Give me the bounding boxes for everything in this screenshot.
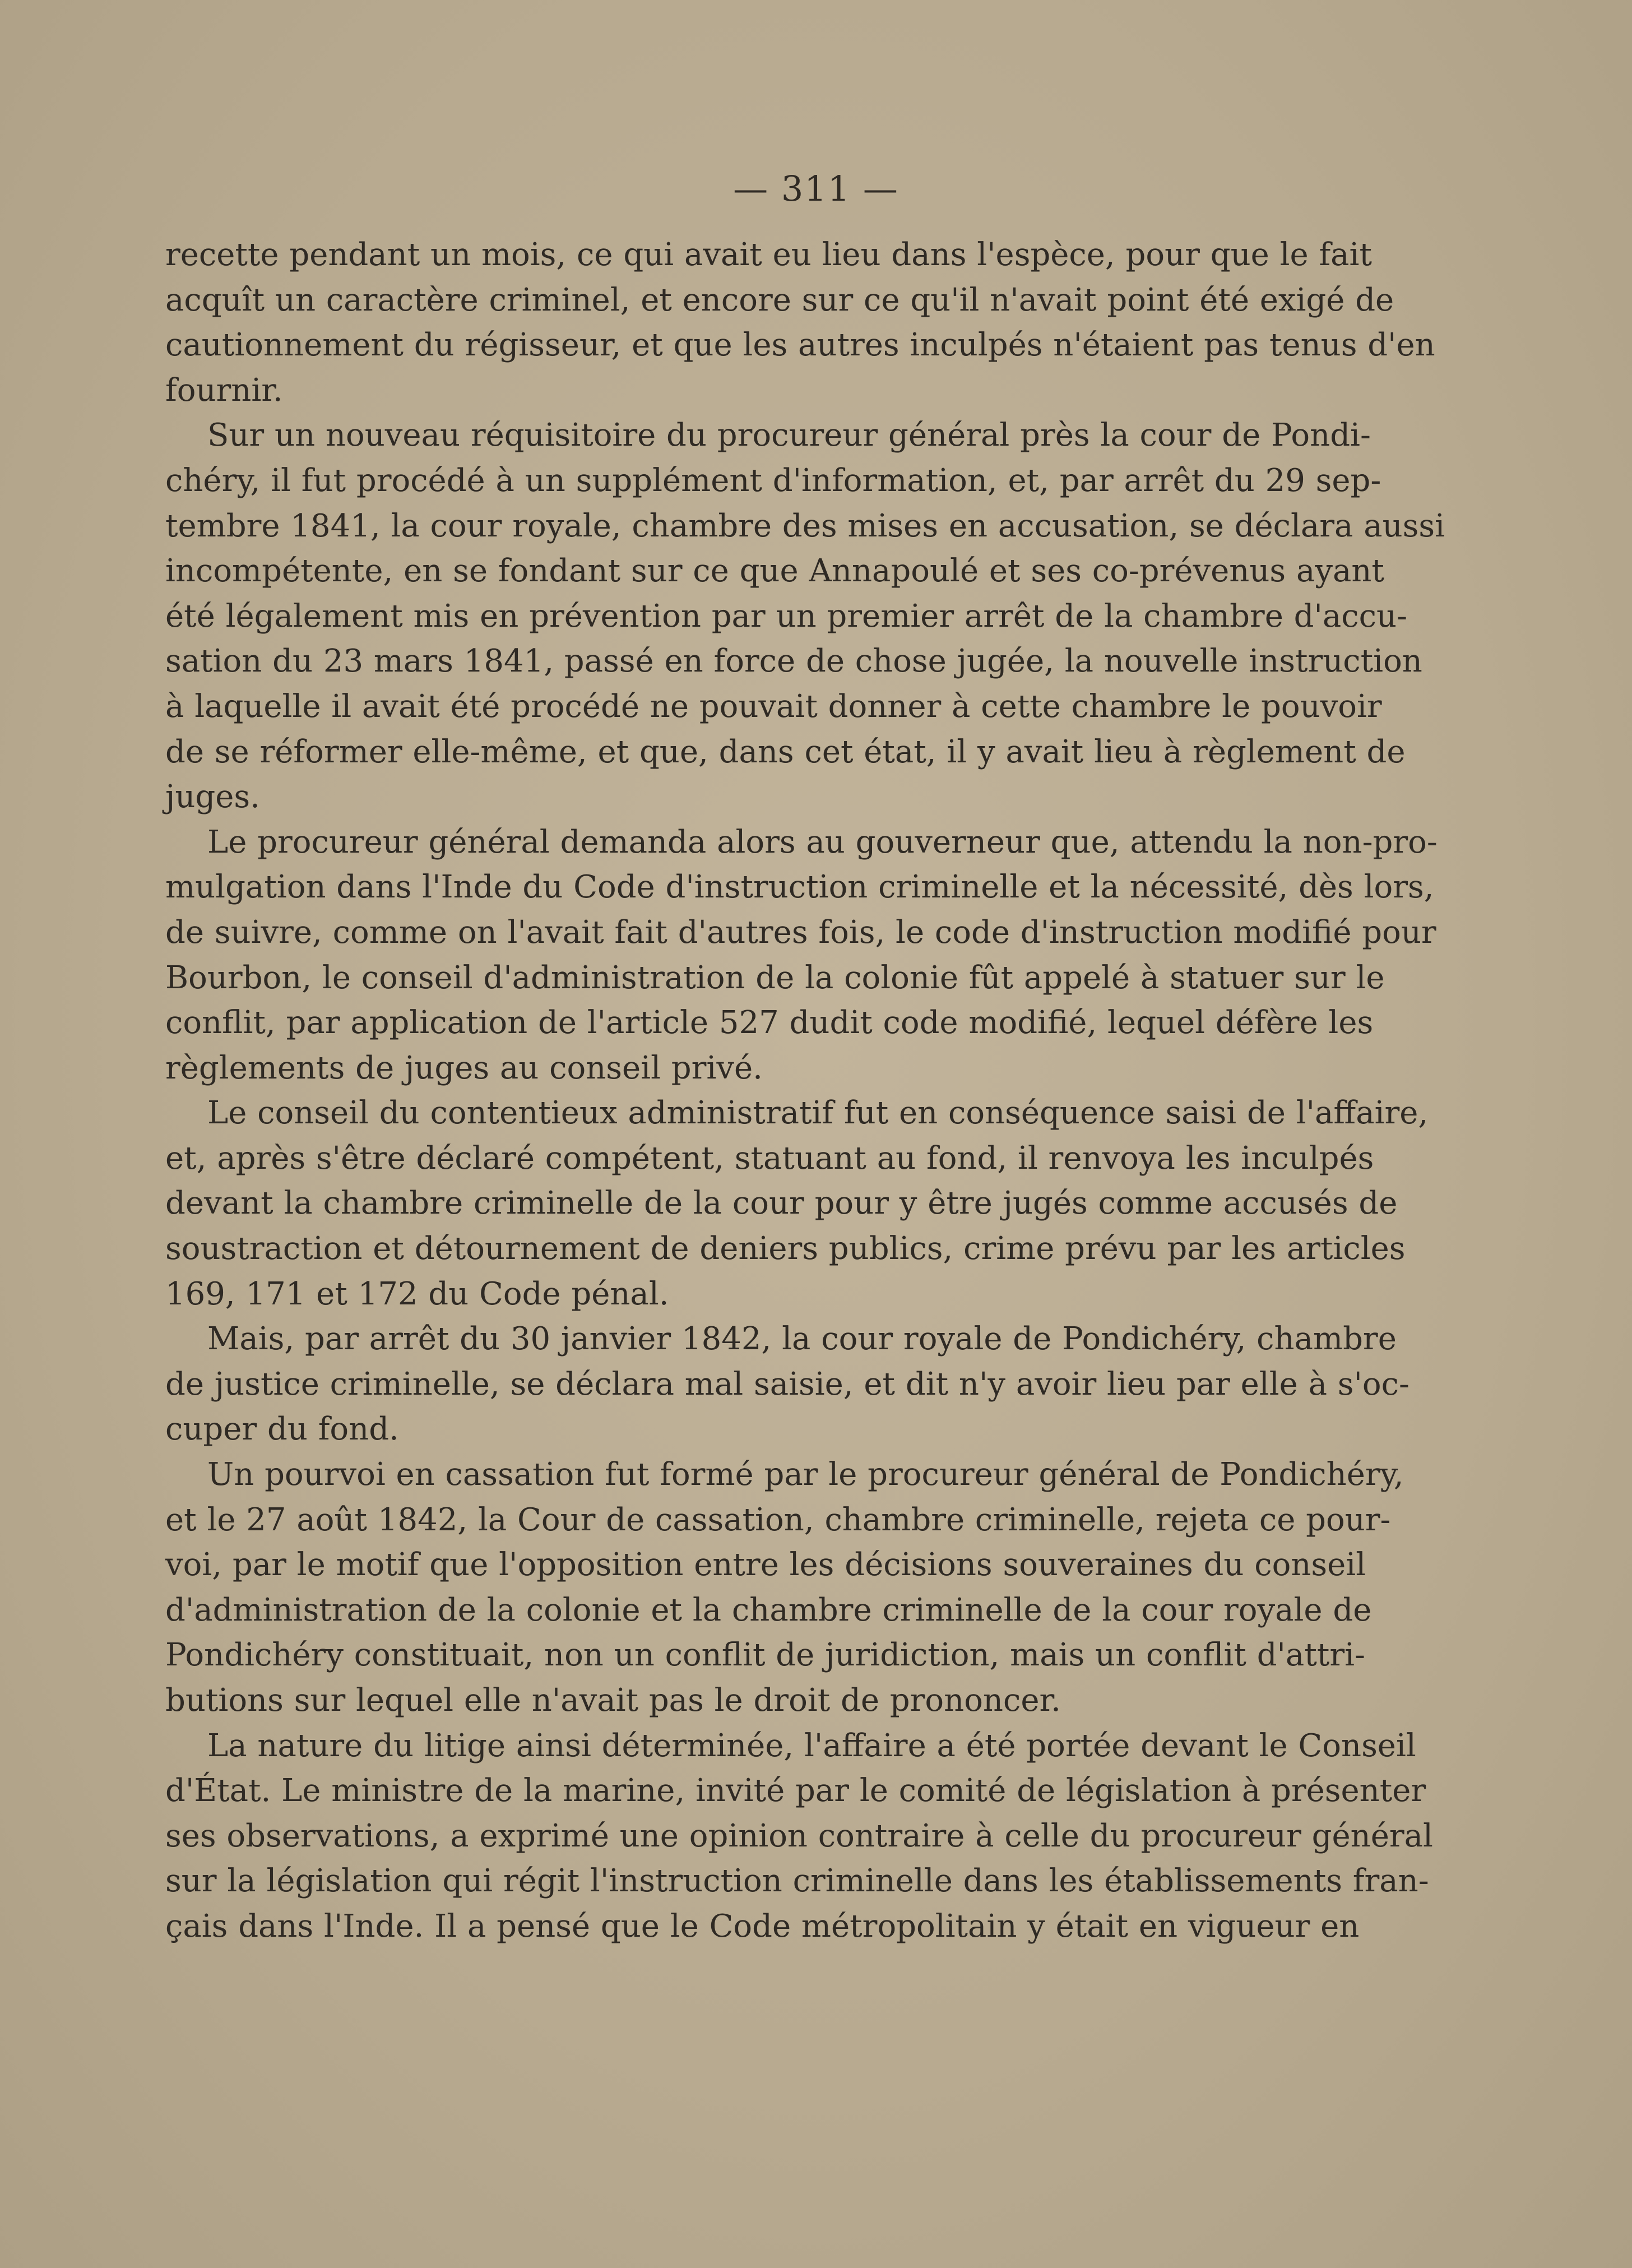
text-line: de justice criminelle, se déclara mal saisie, et dit n'y avoir lieu par elle à s'oc-	[165, 1366, 1410, 1403]
body-text	[165, 233, 1445, 1950]
text-line: règlements de juges au conseil privé.	[165, 1049, 763, 1086]
text-line: La nature du litige ainsi déterminée, l'affaire a été portée devant le Conseil	[207, 1727, 1416, 1764]
text-line: et, après s'être déclaré compétent, statuant au fond, il renvoya les inculpés	[165, 1140, 1374, 1177]
text-line: Un pourvoi en cassation fut formé par le procureur général de Pondichéry,	[207, 1456, 1404, 1493]
text-line: recette pendant un mois, ce qui avait eu lieu dans l'espèce, pour que le fait	[165, 237, 1372, 273]
text-line: devant la chambre criminelle de la cour pour y être jugés comme accusés de	[165, 1185, 1398, 1222]
text-line: Le conseil du contentieux administratif fut en conséquence saisi de l'affaire,	[207, 1095, 1429, 1132]
text-line: incompétente, en se fondant sur ce que Annapoulé et ses co-prévenus ayant	[165, 553, 1384, 590]
text-line: à laquelle il avait été procédé ne pouvait donner à cette chambre le pouvoir	[165, 688, 1382, 725]
text-line: soustraction et détournement de deniers publics, crime prévu par les articles	[165, 1230, 1406, 1267]
text-line: mulgation dans l'Inde du Code d'instruction criminelle et la nécessité, dès lors,	[165, 869, 1434, 906]
text-line: acquît un caractère criminel, et encore sur ce qu'il n'avait point été exigé de	[165, 281, 1394, 318]
page-number: — 311 —	[733, 168, 899, 209]
text-line: Sur un nouveau réquisitoire du procureur général près la cour de Pondi-	[207, 417, 1371, 454]
text-line: été légalement mis en prévention par un premier arrêt de la chambre d'accu-	[165, 598, 1407, 635]
text-line: cautionnement du régisseur, et que les autres inculpés n'étaient pas tenus d'en	[165, 327, 1435, 364]
text-line: fournir.	[165, 372, 283, 409]
text-line: conflit, par application de l'article 527 dudit code modifié, lequel défère les	[165, 1005, 1374, 1042]
text-line: d'État. Le ministre de la marine, invité par le comité de législation à présenter	[165, 1772, 1426, 1809]
text-line: chéry, il fut procédé à un supplément d'information, et, par arrêt du 29 sep-	[165, 462, 1381, 499]
text-line: d'administration de la colonie et la chambre criminelle de la cour royale de	[165, 1591, 1372, 1628]
text-line: voi, par le motif que l'opposition entre les décisions souveraines du conseil	[165, 1547, 1366, 1584]
text-line: de suivre, comme on l'avait fait d'autres fois, le code d'instruction modifié pour	[165, 914, 1436, 951]
text-line: Bourbon, le conseil d'administration de la colonie fût appelé à statuer sur le	[165, 959, 1385, 996]
text-line: Le procureur général demanda alors au gouverneur que, attendu la non-pro-	[207, 823, 1438, 860]
text-line: juges.	[165, 779, 260, 816]
text-line: Mais, par arrêt du 30 janvier 1842, la cour royale de Pondichéry, chambre	[207, 1321, 1397, 1358]
text-line: Pondichéry constituait, non un conflit de juridiction, mais un conflit d'attri-	[165, 1637, 1365, 1674]
text-line: butions sur lequel elle n'avait pas le droit de prononcer.	[165, 1682, 1061, 1719]
text-line: çais dans l'Inde. Il a pensé que le Code métropolitain y était en vigueur en	[165, 1908, 1360, 1945]
text-line: ses observations, a exprimé une opinion contraire à celle du procureur général	[165, 1817, 1433, 1854]
text-line: cuper du fond.	[165, 1411, 399, 1448]
text-line: et le 27 août 1842, la Cour de cassation, chambre criminelle, rejeta ce pour-	[165, 1501, 1391, 1538]
text-line: sation du 23 mars 1841, passé en force de chose jugée, la nouvelle instruction	[165, 643, 1422, 680]
text-line: de se réformer elle-même, et que, dans cet état, il y avait lieu à règlement de	[165, 733, 1406, 770]
text-line: tembre 1841, la cour royale, chambre des mises en accusation, se déclara aussi	[165, 507, 1445, 544]
text-line: 169, 171 et 172 du Code pénal.	[165, 1275, 669, 1312]
text-line: sur la législation qui régit l'instruction criminelle dans les établissements fran-	[165, 1863, 1429, 1900]
